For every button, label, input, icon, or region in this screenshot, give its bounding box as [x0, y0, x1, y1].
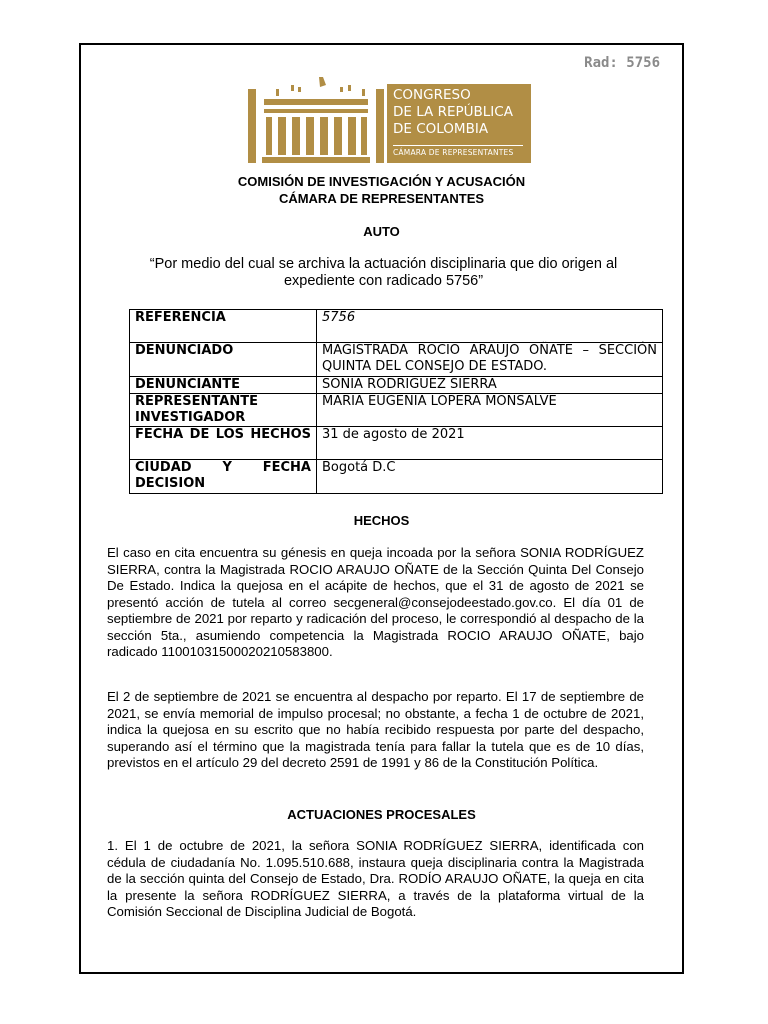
radicado-number: Rad: 5756 — [584, 55, 660, 71]
actuaciones-heading: ACTUACIONES PROCESALES — [287, 807, 476, 822]
table-value: 5756 — [317, 310, 663, 343]
hechos-heading: HECHOS — [353, 513, 410, 528]
table-row — [130, 310, 663, 343]
table-key: CIUDAD Y FECHA DECISION — [130, 460, 317, 494]
commission-title: COMISIÓN DE INVESTIGACIÓN Y ACUSACIÓN — [237, 174, 526, 189]
table-row — [130, 427, 663, 460]
congreso-logo — [248, 77, 531, 163]
table-value: Bogotá D.C — [317, 460, 663, 494]
table-key: REFERENCIA — [130, 310, 317, 343]
table-value: 31 de agosto de 2021 — [317, 427, 663, 460]
logo-line-1: CONGRESO — [393, 87, 471, 103]
table-key: DENUNCIANTE — [130, 377, 317, 394]
table-key: DENUNCIADO — [130, 343, 317, 377]
hechos-paragraph-1: El caso en cita encuentra su génesis en queja incoada por la señora SONIA RODRÍGUEZ SIERRA, contra la Magistrada ROCIO ARAUJO OÑATE de la Sección Quinta Del Consejo De Estado. Indica la quejosa en el acápite de hechos, que el 31 de agosto de 2021 se presentó acción de tutela al correo secgeneral@consejodeestado.gov.co. El día 01 de septiembre de 2021 por reparto y radicación del proceso, le correspondió al despacho de la sección 5ta., asumiendo competencia la Magistrada ROCIO ARAUJO OÑATE, bajo radicado 11001031500020210583800. — [107, 545, 644, 659]
logo-text-box — [387, 84, 531, 163]
table-value: SONIA RODRIGUEZ SIERRA — [317, 377, 663, 394]
auto-title: AUTO — [363, 224, 400, 239]
auto-subject-quote: “Por medio del cual se archiva la actuación disciplinaria que dio origen al expediente con radicado 5756” — [149, 256, 618, 289]
actuaciones-paragraph-1: 1. El 1 de octubre de 2021, la señora SONIA RODRÍGUEZ SIERRA, identificada con cédula de ciudadanía No. 1.095.510.688, instaura queja disciplinaria contra la Magistrada de la sección quinta del Consejo de Estado, Dra. RODÍO ARAUJO OÑATE, la queja en cita la presente la señora RODRÍGUEZ SIERRA, a través de la plataforma virtual de la Comisión Seccional de Disciplina Judicial de Bogotá. — [107, 838, 644, 919]
table-key: FECHA DE LOS HECHOS — [130, 427, 317, 460]
logo-line-2: DE LA REPÚBLICA — [393, 104, 513, 120]
hechos-paragraph-2: El 2 de septiembre de 2021 se encuentra al despacho por reparto. El 17 de septiembre de 2021, se envía memorial de impulso procesal; no obstante, a fecha 1 de octubre de 2021, indica la quejosa en su escrito que no había recibido respuesta por parte del despacho, superando así el término que la magistrada tenía para fallar la tutela que es de 10 días, previstos en el artículo 29 del decreto 2591 de 1991 y 86 de la Constitución Política. — [107, 689, 644, 770]
logo-subtitle: CÁMARA DE REPRESENTANTES — [393, 145, 523, 157]
table-row — [130, 343, 663, 377]
capitol-building-icon — [248, 77, 384, 163]
table-row — [130, 460, 663, 494]
chamber-title: CÁMARA DE REPRESENTANTES — [278, 191, 485, 206]
table-value: MAGISTRADA ROCIO ARAUJO OÑATE – SECCIÓN QUINTA DEL CONSEJO DE ESTADO. — [317, 343, 663, 377]
table-row — [130, 377, 663, 394]
reference-table — [129, 309, 663, 494]
table-row — [130, 394, 663, 427]
logo-line-3: DE COLOMBIA — [393, 121, 489, 137]
table-value: MARIA EUGENIA LOPERA MONSALVE — [317, 394, 663, 427]
table-key: REPRESENTANTE INVESTIGADOR — [130, 394, 317, 427]
document-page — [79, 43, 684, 974]
